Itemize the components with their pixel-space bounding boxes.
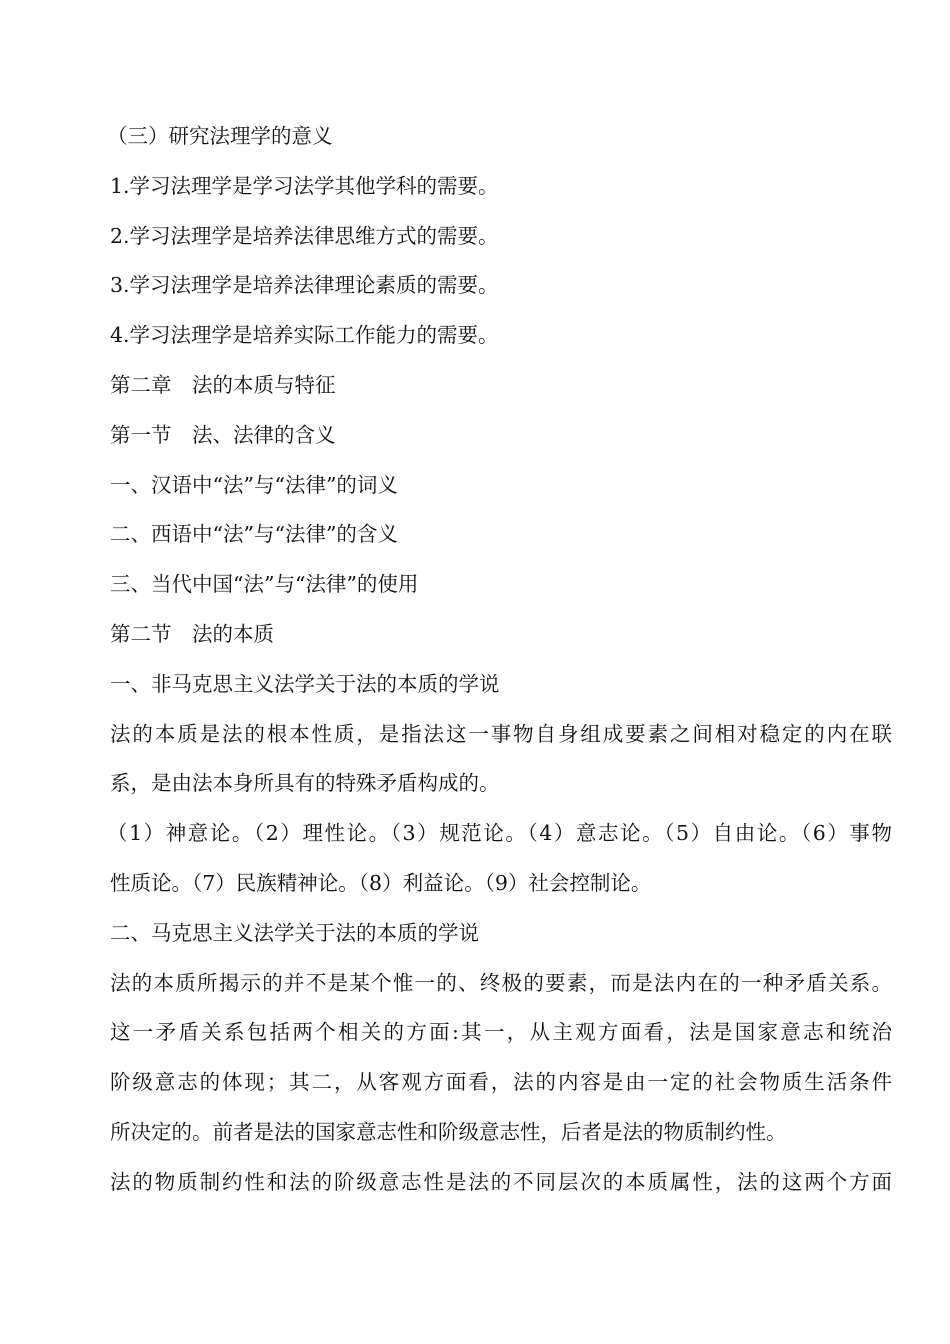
section-heading: 第二节 法的本质 xyxy=(110,621,274,646)
list-item: 3.学习法理学是培养法律理论素质的需要。 xyxy=(110,273,499,298)
section-heading: 第一节 法、法律的含义 xyxy=(110,422,336,447)
subheading: 一、非马克思主义法学关于法的本质的学说 xyxy=(110,671,500,696)
paragraph-line: 系，是由法本身所具有的特殊矛盾构成的。 xyxy=(110,771,500,796)
list-item: 2.学习法理学是培养法律思维方式的需要。 xyxy=(110,223,499,248)
paragraph-line: （1）神意论。（2）理性论。（3）规范论。（4）意志论。（5）自由论。（6）事物 xyxy=(107,821,892,846)
paragraph-line: 法的物质制约性和法的阶级意志性是法的不同层次的本质属性，法的这两个方面 xyxy=(110,1169,892,1194)
subheading: 三、当代中国“法”与“法律”的使用 xyxy=(110,572,419,597)
paragraph-line: 法的本质是法的根本性质，是指法这一事物自身组成要素之间相对稳定的内在联 xyxy=(110,721,892,746)
paragraph-line: 所决定的。前者是法的国家意志性和阶级意志性，后者是法的物质制约性。 xyxy=(110,1119,787,1144)
subheading: 一、汉语中“法”与“法律”的词义 xyxy=(110,472,398,497)
chapter-heading: 第二章 法的本质与特征 xyxy=(110,372,336,397)
paragraph-line: 这一矛盾关系包括两个相关的方面:其一，从主观方面看，法是国家意志和统治 xyxy=(110,1020,892,1045)
section-heading-significance: （三）研究法理学的意义 xyxy=(107,124,333,148)
list-item: 1.学习法理学是学习法学其他学科的需要。 xyxy=(110,173,499,198)
list-item: 4.学习法理学是培养实际工作能力的需要。 xyxy=(110,323,499,348)
subheading: 二、马克思主义法学关于法的本质的学说 xyxy=(110,920,479,945)
document-page xyxy=(107,112,892,1208)
paragraph-line: 性质论。（7）民族精神论。（8）利益论。（9）社会控制论。 xyxy=(110,870,652,895)
subheading: 二、西语中“法”与“法律”的含义 xyxy=(110,522,398,547)
paragraph-line: 阶级意志的体现；其二，从客观方面看，法的内容是由一定的社会物质生活条件 xyxy=(110,1070,892,1095)
paragraph-line: 法的本质所揭示的并不是某个惟一的、终极的要素，而是法内在的一种矛盾关系。 xyxy=(110,970,892,995)
